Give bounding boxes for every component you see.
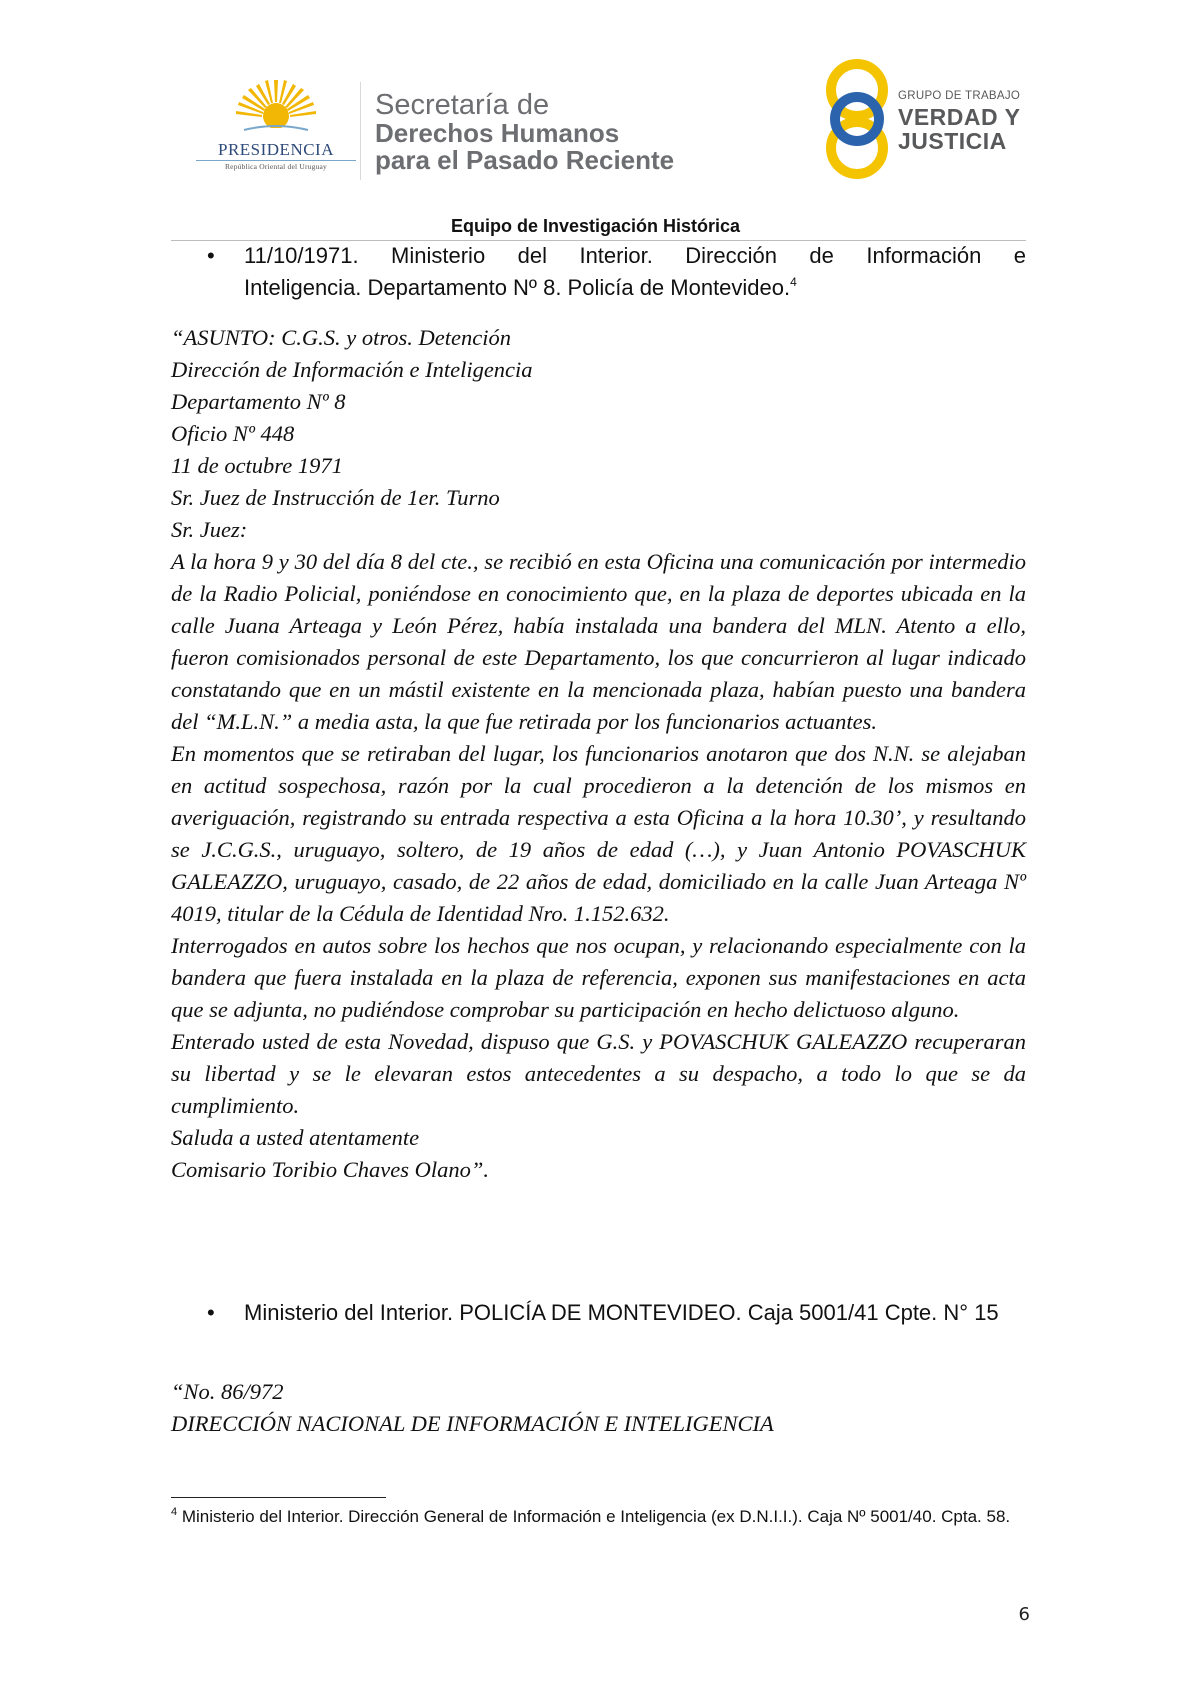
quote-1-closing: Saluda a usted atentamente (171, 1125, 420, 1150)
bullet-1-line-2-wrap (244, 272, 1026, 304)
quote-1-line: Sr. Juez de Instrucción de 1er. Turno (171, 485, 500, 510)
quoted-document-1 (171, 322, 1026, 1186)
quote-1-line: 11 de octubre 1971 (171, 453, 343, 478)
header-divider (360, 82, 361, 180)
footnote-rule (171, 1497, 386, 1498)
presidencia-name: PRESIDENCIA (217, 140, 334, 159)
bullet-item-2 (171, 1297, 1026, 1329)
bullet-2-text: Ministerio del Interior. POLICÍA DE MONTEVIDEO. Caja 5001/41 Cpte. N° 15 (244, 1300, 999, 1325)
secretaria-line-1: Secretaría de (375, 89, 550, 121)
quote-1-line: Sr. Juez: (171, 517, 248, 542)
quote-1-line: Departamento Nº 8 (171, 389, 346, 414)
quote-1-paragraph: Enterado usted de esta Novedad, dispuso que G.S. y POVASCHUK GALEAZZO recuperaran su libertad y se le elevaran estos antecedentes a su despacho, a todo lo que se da cumplimiento. (171, 1029, 1026, 1118)
rings-icon (820, 56, 894, 182)
verdad-justicia-logo (820, 56, 1040, 182)
quote-1-line: Oficio Nº 448 (171, 421, 295, 446)
secretaria-logo-text (375, 90, 674, 174)
bullet-1-text (244, 240, 1026, 304)
quote-1-line: Dirección de Información e Inteligencia (171, 357, 533, 382)
secretaria-line-2: Derechos Humanos (375, 118, 620, 148)
bullet-1-line-2: Inteligencia. Departamento Nº 8. Policía de Montevideo. (244, 275, 791, 300)
presidencia-logo (196, 78, 356, 178)
page-number: 6 (1018, 1604, 1030, 1625)
vyj-title-line-2: JUSTICIA (898, 128, 1007, 154)
sun-icon (234, 78, 318, 138)
quote-1-paragraph: A la hora 9 y 30 del día 8 del cte., se recibió en esta Oficina una comunicación por intermedio de la Radio Policial, poniéndose en conocimiento que, en la plaza de deportes ubicada en la calle Juana Arteaga y León Pérez, había instalada una bandera del MLN. Atento a ello, fueron comisionados personal de este Departamento, los que concurrieron al lugar indicado constatando que en un mástil existente en la mencionada plaza, habían puesto una bandera del “M.L.N.” a media asta, la que fue retirada por los funcionarios actuantes. (171, 549, 1026, 734)
footnote-text: Ministerio del Interior. Dirección General de Información e Inteligencia (ex D.N.I.I.). Caja Nº 5001/40. Cpta. 58. (181, 1507, 1011, 1526)
quote-2-line: “No. 86/972 (171, 1379, 284, 1404)
team-title: Equipo de Investigación Histórica (450, 216, 741, 236)
presidencia-rule (196, 160, 356, 161)
quote-1-paragraph: Interrogados en autos sobre los hechos que nos ocupan, y relacionando especialmente con la bandera que fuera instalada en la plaza de referencia, exponen sus manifestaciones en acta que se adjunta, no pudiéndose comprobar su participación en hecho delictuoso alguno. (171, 933, 1026, 1022)
footnote (171, 1503, 1026, 1530)
bullet-item-1 (171, 240, 1026, 304)
secretaria-line-3: para el Pasado Reciente (375, 145, 675, 175)
quote-1-closing: Comisario Toribio Chaves Olano”. (171, 1157, 489, 1182)
bullet-icon: • (207, 1300, 215, 1325)
footnote-ref[interactable]: 4 (790, 275, 797, 289)
bullet-1-line-1: 11/10/1971. Ministerio del Interior. Dirección de Información e (244, 243, 1026, 268)
footnote-number: 4 (171, 1506, 178, 1518)
quote-1-line: “ASUNTO: C.G.S. y otros. Detención (171, 325, 511, 350)
vyj-title-line-1: VERDAD Y (898, 104, 1021, 130)
page-header (0, 0, 1191, 240)
vyj-group-label: GRUPO DE TRABAJO (898, 90, 1021, 102)
quote-1-paragraph: En momentos que se retiraban del lugar, los funcionarios anotaron que dos N.N. se alejaban en actitud sospechosa, razón por la cual procedieron a la detención de los mismos en averiguación, registrando su entrada respectiva a esta Oficina a la hora 10.30’, y resultando se J.C.G.S., uruguayo, soltero, de 19 años de edad (…), y Juan Antonio POVASCHUK GALEAZZO, uruguayo, casado, de 22 años de edad, domiciliado en la calle Juan Arteaga Nº 4019, titular de la Cédula de Identidad Nro. 1.152.632. (171, 741, 1026, 926)
quoted-document-2 (171, 1376, 1026, 1440)
bullet-icon: • (207, 243, 215, 268)
presidencia-subtitle: República Oriental del Uruguay (224, 162, 327, 171)
quote-2-line: DIRECCIÓN NACIONAL DE INFORMACIÓN E INTELIGENCIA (171, 1411, 774, 1436)
